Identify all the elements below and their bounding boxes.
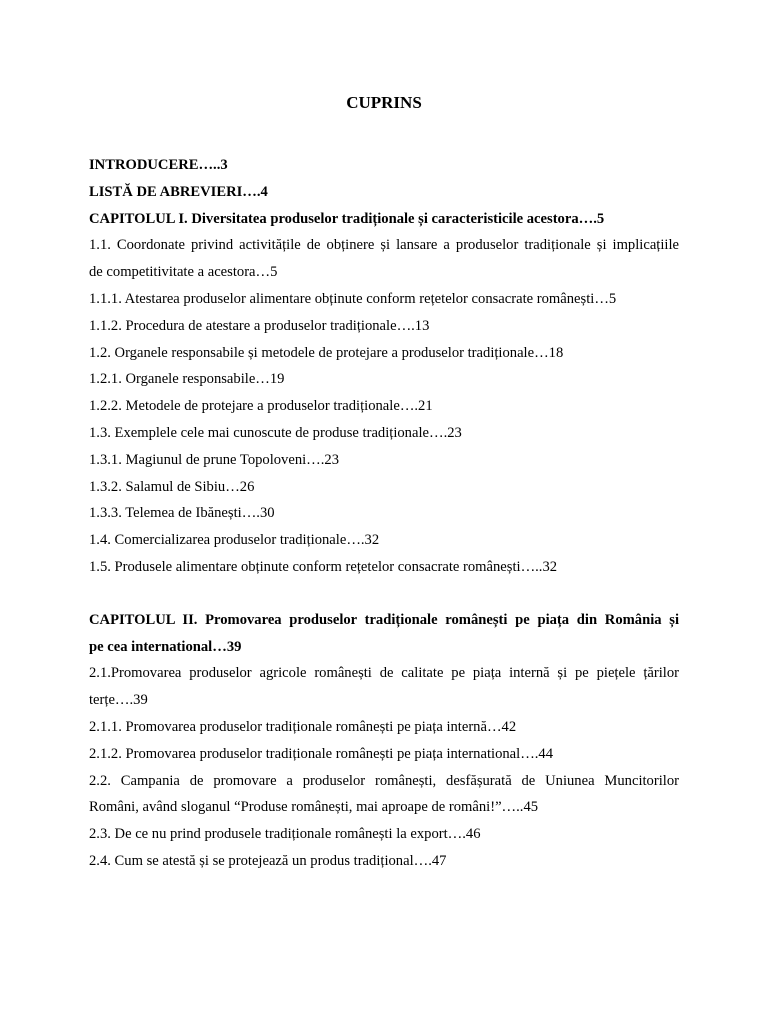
toc-entry-1-3-3: 1.3.3. Telemea de Ibănești….30 (89, 505, 275, 522)
toc-entry-2-1-line1: 2.1.Promovarea produselor agricole românești de calitate pe piața internă și pe piețele țărilor (89, 665, 679, 682)
toc-entry-2-1-2: 2.1.2. Promovarea produselor tradiționale românești pe piața international….44 (89, 745, 554, 762)
toc-entry-1-1-2: 1.1.2. Procedura de atestare a produselor tradiționale….13 (89, 317, 430, 334)
toc-entry-1-1-1: 1.1.1. Atestarea produselor alimentare obținute conform rețetelor consacrate românești…5 (89, 290, 617, 307)
toc-entry-introducere: INTRODUCERE…..3 (89, 157, 228, 173)
toc-entry-1-5: 1.5. Produsele alimentare obținute conform rețetelor consacrate românești…..32 (89, 558, 558, 575)
toc-entry-2-4: 2.4. Cum se atestă și se protejează un produs tradițional….47 (89, 852, 447, 869)
table-of-contents (89, 152, 679, 875)
toc-entry-chapter-2-line2: pe cea international…39 (89, 638, 242, 655)
toc-entry-2-1-1: 2.1.1. Promovarea produselor tradiționale românești pe piața internă…42 (89, 718, 517, 735)
toc-entry-1-2-1: 1.2.1. Organele responsabile…19 (89, 371, 285, 388)
toc-entry-1-3-1: 1.3.1. Magiunul de prune Topoloveni….23 (89, 451, 340, 468)
toc-entry-chapter-1: CAPITOLUL I. Diversitatea produselor tradiționale și caracteristicile acestora….5 (89, 210, 605, 227)
toc-entry-1-3: 1.3. Exemplele cele mai cunoscute de produse tradiționale….23 (89, 424, 462, 441)
toc-entry-2-2-line1: 2.2. Campania de promovare a produselor românești, desfășurată de Uniunea Muncitorilor (89, 772, 679, 789)
toc-entry-2-2-line2: Români, având sloganul “Produse românești, mai aproape de români!”…..45 (89, 799, 539, 816)
section-spacer (89, 581, 679, 607)
toc-entry-chapter-2-line1: CAPITOLUL II. Promovarea produselor tradiționale românești pe piața din România și (89, 611, 679, 628)
toc-entry-1-3-2: 1.3.2. Salamul de Sibiu…26 (89, 478, 255, 495)
toc-entry-2-3: 2.3. De ce nu prind produsele tradiționale românești la export….46 (89, 826, 481, 843)
toc-entry-1-1-line1: 1.1. Coordonate privind activitățile de obținere și lansare a produselor tradiționale și implicațiile (89, 237, 679, 254)
toc-entry-1-1-line2: de competitivitate a acestora…5 (89, 264, 278, 281)
toc-entry-1-2-2: 1.2.2. Metodele de protejare a produselor tradiționale….21 (89, 398, 433, 415)
page-title: CUPRINS (346, 93, 422, 112)
toc-entry-1-4: 1.4. Comercializarea produselor tradiționale….32 (89, 532, 380, 549)
toc-entry-1-2: 1.2. Organele responsabile și metodele de protejare a produselor tradiționale…18 (89, 344, 564, 361)
toc-entry-2-1-line2: terțe….39 (89, 692, 148, 709)
toc-entry-abrevieri: LISTĂ DE ABREVIERI….4 (89, 183, 268, 200)
